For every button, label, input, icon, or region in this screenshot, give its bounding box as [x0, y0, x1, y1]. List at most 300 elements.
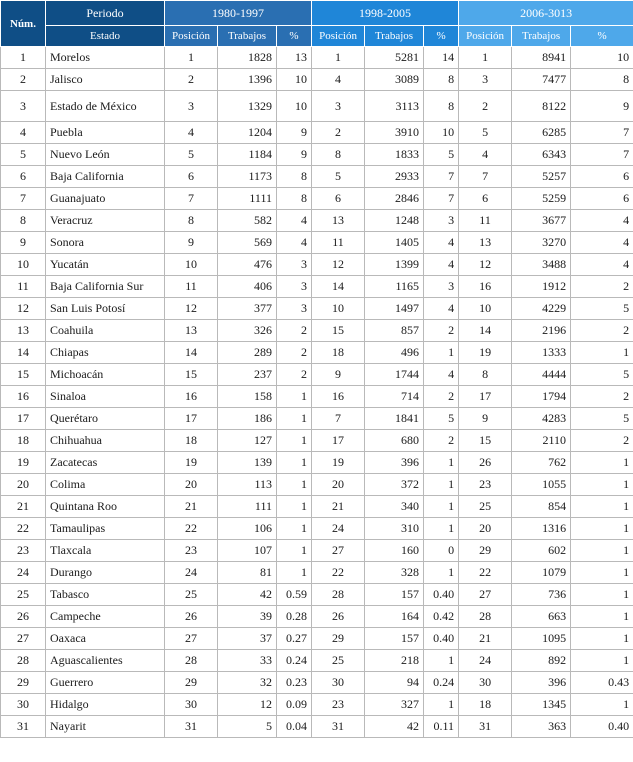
period-header-1: 1980-1997 — [165, 1, 312, 26]
jobs-cell: 1329 — [218, 91, 277, 122]
percent-cell: 5 — [571, 408, 633, 430]
percent-cell: 1 — [571, 562, 633, 584]
row-number: 1 — [1, 47, 46, 69]
table-row — [1, 364, 633, 386]
row-number: 30 — [1, 694, 46, 716]
table-row — [1, 562, 633, 584]
jobs-cell: 157 — [365, 584, 424, 606]
jobs-cell: 857 — [365, 320, 424, 342]
percent-cell: 7 — [571, 144, 633, 166]
state-name: Tamaulipas — [46, 518, 165, 540]
percent-cell: 0 — [424, 540, 459, 562]
position-cell: 2 — [459, 91, 512, 122]
position-cell: 10 — [165, 254, 218, 276]
position-cell: 21 — [165, 496, 218, 518]
jobs-cell: 3270 — [512, 232, 571, 254]
jobs-cell: 1184 — [218, 144, 277, 166]
table-row — [1, 650, 633, 672]
posicion-header: Posición — [165, 26, 218, 47]
position-cell: 5 — [312, 166, 365, 188]
position-cell: 12 — [312, 254, 365, 276]
jobs-cell: 8941 — [512, 47, 571, 69]
table-row — [1, 144, 633, 166]
percent-cell: 0.40 — [571, 716, 633, 738]
position-cell: 21 — [312, 496, 365, 518]
position-cell: 28 — [312, 584, 365, 606]
percent-cell: 2 — [277, 364, 312, 386]
state-name: Guanajuato — [46, 188, 165, 210]
row-number: 20 — [1, 474, 46, 496]
percent-cell: 0.40 — [424, 628, 459, 650]
state-name: Yucatán — [46, 254, 165, 276]
percent-cell: 9 — [277, 144, 312, 166]
jobs-cell: 1828 — [218, 47, 277, 69]
table-row — [1, 628, 633, 650]
position-cell: 3 — [459, 69, 512, 91]
position-cell: 16 — [312, 386, 365, 408]
row-number: 9 — [1, 232, 46, 254]
percent-cell: 2 — [424, 386, 459, 408]
jobs-cell: 663 — [512, 606, 571, 628]
percent-header: % — [277, 26, 312, 47]
jobs-cell: 113 — [218, 474, 277, 496]
state-name: Veracruz — [46, 210, 165, 232]
row-number: 19 — [1, 452, 46, 474]
percent-cell: 4 — [424, 364, 459, 386]
percent-cell: 1 — [277, 452, 312, 474]
position-cell: 13 — [459, 232, 512, 254]
percent-cell: 0.42 — [424, 606, 459, 628]
num-header: Núm. — [1, 1, 46, 47]
position-cell: 17 — [312, 430, 365, 452]
position-cell: 27 — [459, 584, 512, 606]
position-cell: 16 — [459, 276, 512, 298]
position-cell: 21 — [459, 628, 512, 650]
jobs-cell: 1055 — [512, 474, 571, 496]
jobs-cell: 289 — [218, 342, 277, 364]
jobs-cell: 2933 — [365, 166, 424, 188]
position-cell: 30 — [312, 672, 365, 694]
estado-header: Estado — [46, 26, 165, 47]
percent-cell: 3 — [277, 298, 312, 320]
state-name: Chiapas — [46, 342, 165, 364]
table-row — [1, 606, 633, 628]
jobs-cell: 1248 — [365, 210, 424, 232]
state-name: Nayarit — [46, 716, 165, 738]
position-cell: 23 — [312, 694, 365, 716]
row-number: 24 — [1, 562, 46, 584]
percent-cell: 5 — [424, 408, 459, 430]
percent-cell: 1 — [571, 474, 633, 496]
trabajos-header: Trabajos — [365, 26, 424, 47]
jobs-cell: 3677 — [512, 210, 571, 232]
row-number: 12 — [1, 298, 46, 320]
row-number: 7 — [1, 188, 46, 210]
jobs-cell: 396 — [512, 672, 571, 694]
jobs-cell: 157 — [365, 628, 424, 650]
row-number: 21 — [1, 496, 46, 518]
table-body — [1, 47, 633, 738]
percent-cell: 5 — [571, 364, 633, 386]
row-number: 3 — [1, 91, 46, 122]
state-name: Querétaro — [46, 408, 165, 430]
percent-cell: 6 — [571, 166, 633, 188]
position-cell: 31 — [312, 716, 365, 738]
percent-cell: 2 — [571, 320, 633, 342]
jobs-cell: 12 — [218, 694, 277, 716]
table-row — [1, 694, 633, 716]
row-number: 5 — [1, 144, 46, 166]
jobs-cell: 1841 — [365, 408, 424, 430]
position-cell: 2 — [165, 69, 218, 91]
position-cell: 22 — [312, 562, 365, 584]
position-cell: 11 — [165, 276, 218, 298]
row-number: 11 — [1, 276, 46, 298]
percent-cell: 2 — [424, 430, 459, 452]
position-cell: 15 — [165, 364, 218, 386]
position-cell: 25 — [165, 584, 218, 606]
table-row — [1, 122, 633, 144]
position-cell: 8 — [459, 364, 512, 386]
row-number: 16 — [1, 386, 46, 408]
percent-cell: 8 — [277, 188, 312, 210]
percent-cell: 1 — [424, 496, 459, 518]
row-number: 26 — [1, 606, 46, 628]
percent-header: % — [571, 26, 633, 47]
state-name: Estado de México — [46, 91, 165, 122]
percent-cell: 0.23 — [277, 672, 312, 694]
position-cell: 13 — [312, 210, 365, 232]
row-number: 14 — [1, 342, 46, 364]
table-row — [1, 496, 633, 518]
position-cell: 12 — [165, 298, 218, 320]
jobs-cell: 2196 — [512, 320, 571, 342]
position-cell: 4 — [165, 122, 218, 144]
position-cell: 13 — [165, 320, 218, 342]
percent-cell: 2 — [571, 386, 633, 408]
percent-cell: 1 — [424, 562, 459, 584]
position-cell: 30 — [165, 694, 218, 716]
position-cell: 17 — [165, 408, 218, 430]
percent-cell: 1 — [571, 518, 633, 540]
percent-cell: 0.04 — [277, 716, 312, 738]
period-header-3: 2006-3013 — [459, 1, 633, 26]
trabajos-header: Trabajos — [512, 26, 571, 47]
percent-cell: 1 — [277, 430, 312, 452]
jobs-cell: 736 — [512, 584, 571, 606]
percent-cell: 10 — [424, 122, 459, 144]
table-row — [1, 518, 633, 540]
jobs-cell: 127 — [218, 430, 277, 452]
position-cell: 15 — [459, 430, 512, 452]
percent-cell: 1 — [424, 474, 459, 496]
header-row-periods — [1, 1, 633, 26]
state-name: Zacatecas — [46, 452, 165, 474]
position-cell: 1 — [165, 47, 218, 69]
jobs-cell: 1497 — [365, 298, 424, 320]
percent-cell: 1 — [277, 496, 312, 518]
position-cell: 20 — [459, 518, 512, 540]
position-cell: 31 — [459, 716, 512, 738]
percent-cell: 4 — [424, 298, 459, 320]
position-cell: 7 — [312, 408, 365, 430]
state-name: Aguascalientes — [46, 650, 165, 672]
state-name: Hidalgo — [46, 694, 165, 716]
jobs-cell: 1345 — [512, 694, 571, 716]
percent-cell: 2 — [571, 276, 633, 298]
percent-cell: 1 — [277, 540, 312, 562]
percent-cell: 3 — [424, 276, 459, 298]
row-number: 31 — [1, 716, 46, 738]
percent-cell: 1 — [571, 496, 633, 518]
position-cell: 14 — [165, 342, 218, 364]
state-name: Baja California — [46, 166, 165, 188]
jobs-cell: 186 — [218, 408, 277, 430]
jobs-cell: 5281 — [365, 47, 424, 69]
row-number: 13 — [1, 320, 46, 342]
position-cell: 31 — [165, 716, 218, 738]
percent-cell: 1 — [571, 452, 633, 474]
jobs-cell: 1396 — [218, 69, 277, 91]
percent-cell: 3 — [424, 210, 459, 232]
position-cell: 19 — [459, 342, 512, 364]
position-cell: 5 — [165, 144, 218, 166]
percent-cell: 1 — [424, 650, 459, 672]
position-cell: 6 — [312, 188, 365, 210]
jobs-cell: 3113 — [365, 91, 424, 122]
jobs-cell: 106 — [218, 518, 277, 540]
position-cell: 23 — [459, 474, 512, 496]
jobs-cell: 158 — [218, 386, 277, 408]
position-cell: 28 — [459, 606, 512, 628]
percent-cell: 9 — [277, 122, 312, 144]
jobs-cell: 582 — [218, 210, 277, 232]
jobs-cell: 1095 — [512, 628, 571, 650]
state-name: Coahuila — [46, 320, 165, 342]
jobs-cell: 1165 — [365, 276, 424, 298]
position-cell: 7 — [459, 166, 512, 188]
state-name: Tabasco — [46, 584, 165, 606]
percent-cell: 0.28 — [277, 606, 312, 628]
percent-cell: 1 — [571, 606, 633, 628]
state-name: Nuevo León — [46, 144, 165, 166]
jobs-cell: 107 — [218, 540, 277, 562]
jobs-cell: 6343 — [512, 144, 571, 166]
jobs-cell: 3488 — [512, 254, 571, 276]
percent-cell: 1 — [571, 584, 633, 606]
percent-cell: 1 — [571, 540, 633, 562]
position-cell: 18 — [312, 342, 365, 364]
percent-cell: 9 — [571, 91, 633, 122]
jobs-cell: 1833 — [365, 144, 424, 166]
position-cell: 28 — [165, 650, 218, 672]
table-row — [1, 69, 633, 91]
position-cell: 7 — [165, 188, 218, 210]
position-cell: 9 — [312, 364, 365, 386]
jobs-cell: 602 — [512, 540, 571, 562]
row-number: 27 — [1, 628, 46, 650]
position-cell: 8 — [165, 210, 218, 232]
percent-cell: 5 — [424, 144, 459, 166]
position-cell: 9 — [459, 408, 512, 430]
position-cell: 27 — [312, 540, 365, 562]
position-cell: 5 — [459, 122, 512, 144]
position-cell: 25 — [459, 496, 512, 518]
position-cell: 15 — [312, 320, 365, 342]
state-name: Durango — [46, 562, 165, 584]
position-cell: 1 — [312, 47, 365, 69]
table-row — [1, 298, 633, 320]
table-row — [1, 342, 633, 364]
periodo-header: Periodo — [46, 1, 165, 26]
jobs-cell: 139 — [218, 452, 277, 474]
jobs-cell: 569 — [218, 232, 277, 254]
position-cell: 14 — [459, 320, 512, 342]
percent-cell: 1 — [277, 562, 312, 584]
jobs-cell: 39 — [218, 606, 277, 628]
state-name: Sinaloa — [46, 386, 165, 408]
position-cell: 14 — [312, 276, 365, 298]
position-cell: 1 — [459, 47, 512, 69]
jobs-cell: 1794 — [512, 386, 571, 408]
posicion-header: Posición — [459, 26, 512, 47]
jobs-cell: 2846 — [365, 188, 424, 210]
table-row — [1, 166, 633, 188]
table-row — [1, 232, 633, 254]
jobs-cell: 1399 — [365, 254, 424, 276]
state-name: Morelos — [46, 47, 165, 69]
position-cell: 23 — [165, 540, 218, 562]
position-cell: 25 — [312, 650, 365, 672]
position-cell: 12 — [459, 254, 512, 276]
jobs-cell: 363 — [512, 716, 571, 738]
jobs-cell: 396 — [365, 452, 424, 474]
position-cell: 6 — [165, 166, 218, 188]
position-cell: 3 — [312, 91, 365, 122]
state-name: Oaxaca — [46, 628, 165, 650]
position-cell: 30 — [459, 672, 512, 694]
jobs-cell: 4283 — [512, 408, 571, 430]
percent-cell: 1 — [571, 694, 633, 716]
percent-cell: 0.27 — [277, 628, 312, 650]
percent-cell: 1 — [277, 474, 312, 496]
state-name: San Luis Potosí — [46, 298, 165, 320]
position-cell: 26 — [312, 606, 365, 628]
jobs-cell: 5259 — [512, 188, 571, 210]
position-cell: 22 — [459, 562, 512, 584]
percent-cell: 1 — [571, 342, 633, 364]
jobs-cell: 1912 — [512, 276, 571, 298]
percent-cell: 7 — [424, 188, 459, 210]
percent-cell: 1 — [424, 452, 459, 474]
row-number: 18 — [1, 430, 46, 452]
row-number: 8 — [1, 210, 46, 232]
table-row — [1, 276, 633, 298]
jobs-cell: 42 — [218, 584, 277, 606]
row-number: 2 — [1, 69, 46, 91]
position-cell: 4 — [459, 144, 512, 166]
jobs-cell: 4444 — [512, 364, 571, 386]
position-cell: 4 — [312, 69, 365, 91]
jobs-cell: 372 — [365, 474, 424, 496]
table-row — [1, 452, 633, 474]
percent-cell: 8 — [571, 69, 633, 91]
table-row — [1, 474, 633, 496]
percent-cell: 4 — [571, 232, 633, 254]
period-header-2: 1998-2005 — [312, 1, 459, 26]
jobs-cell: 406 — [218, 276, 277, 298]
table-row — [1, 430, 633, 452]
percent-cell: 4 — [277, 232, 312, 254]
percent-cell: 1 — [571, 650, 633, 672]
percent-cell: 7 — [571, 122, 633, 144]
jobs-cell: 164 — [365, 606, 424, 628]
jobs-cell: 328 — [365, 562, 424, 584]
jobs-cell: 762 — [512, 452, 571, 474]
percent-cell: 10 — [277, 91, 312, 122]
percent-cell: 8 — [277, 166, 312, 188]
jobs-cell: 5257 — [512, 166, 571, 188]
position-cell: 20 — [165, 474, 218, 496]
percent-cell: 4 — [277, 210, 312, 232]
position-cell: 22 — [165, 518, 218, 540]
position-cell: 18 — [165, 430, 218, 452]
jobs-cell: 5 — [218, 716, 277, 738]
jobs-cell: 1405 — [365, 232, 424, 254]
percent-cell: 0.09 — [277, 694, 312, 716]
state-name: Baja California Sur — [46, 276, 165, 298]
position-cell: 26 — [459, 452, 512, 474]
percent-cell: 0.24 — [424, 672, 459, 694]
jobs-cell: 6285 — [512, 122, 571, 144]
position-cell: 8 — [312, 144, 365, 166]
table-row — [1, 386, 633, 408]
percent-cell: 8 — [424, 91, 459, 122]
state-name: Jalisco — [46, 69, 165, 91]
table-row — [1, 716, 633, 738]
position-cell: 10 — [312, 298, 365, 320]
percent-cell: 4 — [424, 232, 459, 254]
table-row — [1, 47, 633, 69]
row-number: 25 — [1, 584, 46, 606]
jobs-cell: 496 — [365, 342, 424, 364]
position-cell: 6 — [459, 188, 512, 210]
jobs-cell: 1316 — [512, 518, 571, 540]
position-cell: 19 — [312, 452, 365, 474]
state-name: Sonora — [46, 232, 165, 254]
row-number: 28 — [1, 650, 46, 672]
jobs-cell: 1333 — [512, 342, 571, 364]
percent-cell: 4 — [571, 254, 633, 276]
jobs-cell: 94 — [365, 672, 424, 694]
jobs-cell: 81 — [218, 562, 277, 584]
row-number: 15 — [1, 364, 46, 386]
jobs-cell: 854 — [512, 496, 571, 518]
percent-cell: 10 — [277, 69, 312, 91]
percent-cell: 4 — [424, 254, 459, 276]
percent-cell: 1 — [571, 628, 633, 650]
percent-header: % — [424, 26, 459, 47]
percent-cell: 3 — [277, 254, 312, 276]
percent-cell: 2 — [277, 342, 312, 364]
percent-cell: 2 — [571, 430, 633, 452]
table-row — [1, 584, 633, 606]
row-number: 17 — [1, 408, 46, 430]
position-cell: 29 — [312, 628, 365, 650]
position-cell: 16 — [165, 386, 218, 408]
posicion-header: Posición — [312, 26, 365, 47]
percent-cell: 1 — [277, 408, 312, 430]
